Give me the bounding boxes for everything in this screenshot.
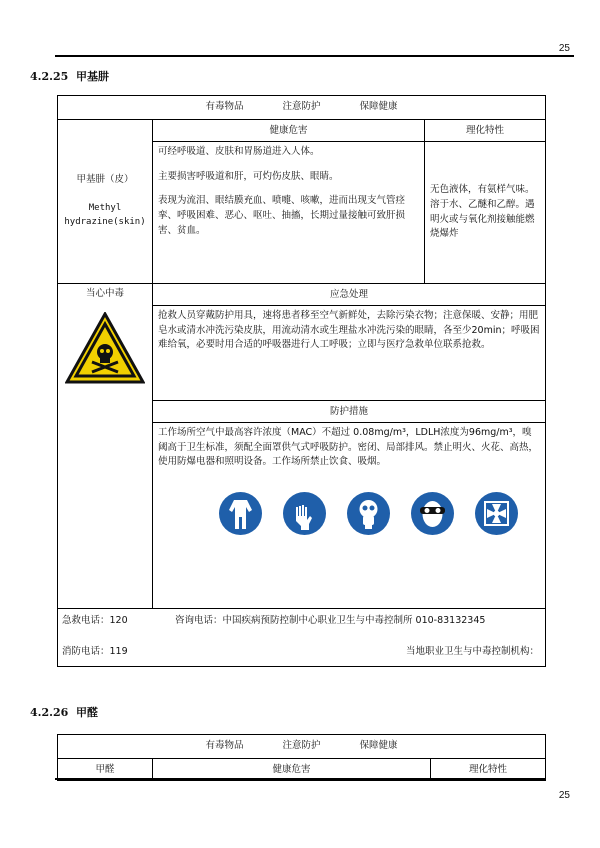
emergency-phone: 急救电话：120 (62, 615, 128, 626)
hazard-card-methylhydrazine (57, 95, 546, 667)
health-hazard-header: 健康危害 (153, 759, 431, 781)
banner-protect: 注意防护 (282, 740, 321, 751)
banner-toxic: 有毒物品 (205, 101, 244, 112)
chemical-name-cn: 甲醛 (58, 759, 153, 781)
health-hazard-line-1: 可经呼吸道、皮肤和胃肠道进入人体。 (158, 146, 320, 157)
health-hazard-header: 健康危害 (153, 120, 425, 142)
emergency-cell (153, 306, 546, 401)
section-number: 4.2.26 (30, 706, 69, 719)
protection-text: 工作场所空气中最高容许浓度（MAC）不超过 0.08mg/m³，LDLH浓度为96mg/m³，嗅阈高于卫生标准，须配全面罩供气式呼吸防护。密闭、局部排风。禁止明火、火花、高热，使用防爆电器和照明设备。工作场所禁止饮食、吸烟。 (158, 427, 539, 468)
page-number-bottom: 25 (558, 790, 570, 801)
fire-phone: 消防电话：119 (62, 646, 128, 657)
banner-toxic: 有毒物品 (205, 740, 244, 751)
banner-health: 保障健康 (359, 101, 398, 112)
protection-cell (153, 423, 546, 609)
ppe-icon-row (158, 492, 540, 541)
properties-cell (425, 142, 546, 284)
chemical-name-cn: 甲基肼（皮） (76, 174, 134, 186)
gas-mask-icon (347, 492, 390, 535)
section-heading-4-2-25 (30, 68, 109, 84)
page-number-top: 25 (558, 43, 570, 54)
properties-header: 理化特性 (431, 759, 546, 781)
banner-row (58, 96, 546, 120)
protection-header: 防护措施 (153, 401, 546, 423)
toxic-warning-icon (65, 312, 145, 386)
protective-suit-icon (219, 492, 262, 535)
health-hazard-line-2: 主要损害呼吸道和肝，可灼伤皮肤、眼睛。 (158, 170, 339, 182)
ventilation-fan-icon (475, 492, 518, 535)
banner-protect: 注意防护 (282, 101, 321, 112)
chemical-name-en-2: hydrazine(skin) (64, 216, 146, 227)
properties-text: 无色液体，有氨样气味。溶于水、乙醚和乙醇。遇明火或与氧化剂接触能燃烧爆炸 (430, 184, 535, 240)
banner-health: 保障健康 (359, 740, 398, 751)
section-heading-4-2-26 (30, 704, 98, 720)
protective-gloves-icon (283, 492, 326, 535)
hazard-card-formaldehyde (57, 734, 546, 781)
health-hazard-cell (153, 142, 425, 284)
section-title: 甲基肼 (75, 70, 109, 83)
chemical-name-en-1: Methyl (88, 202, 122, 213)
chemical-name-cell (58, 120, 153, 284)
header-rule (55, 55, 574, 57)
health-hazard-line-3: 表现为流泪、眼结膜充血、喷嚏、咳嗽，进而出现支气管痉挛、呼吸困难、恶心、呕吐、抽搐，长期过量接触可致肝损害、贫血。 (158, 195, 406, 236)
emergency-header: 应急处理 (153, 284, 546, 306)
caution-label: 当心中毒 (85, 288, 124, 299)
contact-cell (58, 609, 546, 667)
safety-goggles-icon (411, 492, 454, 535)
consult-phone: 咨询电话：中国疾病预防控制中心职业卫生与中毒控制所 010-83132345 (175, 615, 486, 626)
footer-rule (55, 778, 545, 780)
emergency-text: 抢救人员穿戴防护用具，速将患者移至空气新鲜处，去除污染衣物；注意保暖、安静；用肥皂水或清水冲洗污染皮肤，用流动清水或生理盐水冲洗污染的眼睛，各至少20min；呼吸困难给氧，必要时用合适的呼吸器进行人工呼吸；立即与医疗急救单位联系抢救。 (158, 310, 540, 351)
banner-row (58, 735, 546, 759)
section-number: 4.2.25 (30, 70, 69, 83)
caution-cell (58, 284, 153, 609)
properties-header: 理化特性 (425, 120, 546, 142)
local-org: 当地职业卫生与中毒控制机构： (406, 646, 540, 657)
section-title: 甲醛 (75, 706, 98, 719)
